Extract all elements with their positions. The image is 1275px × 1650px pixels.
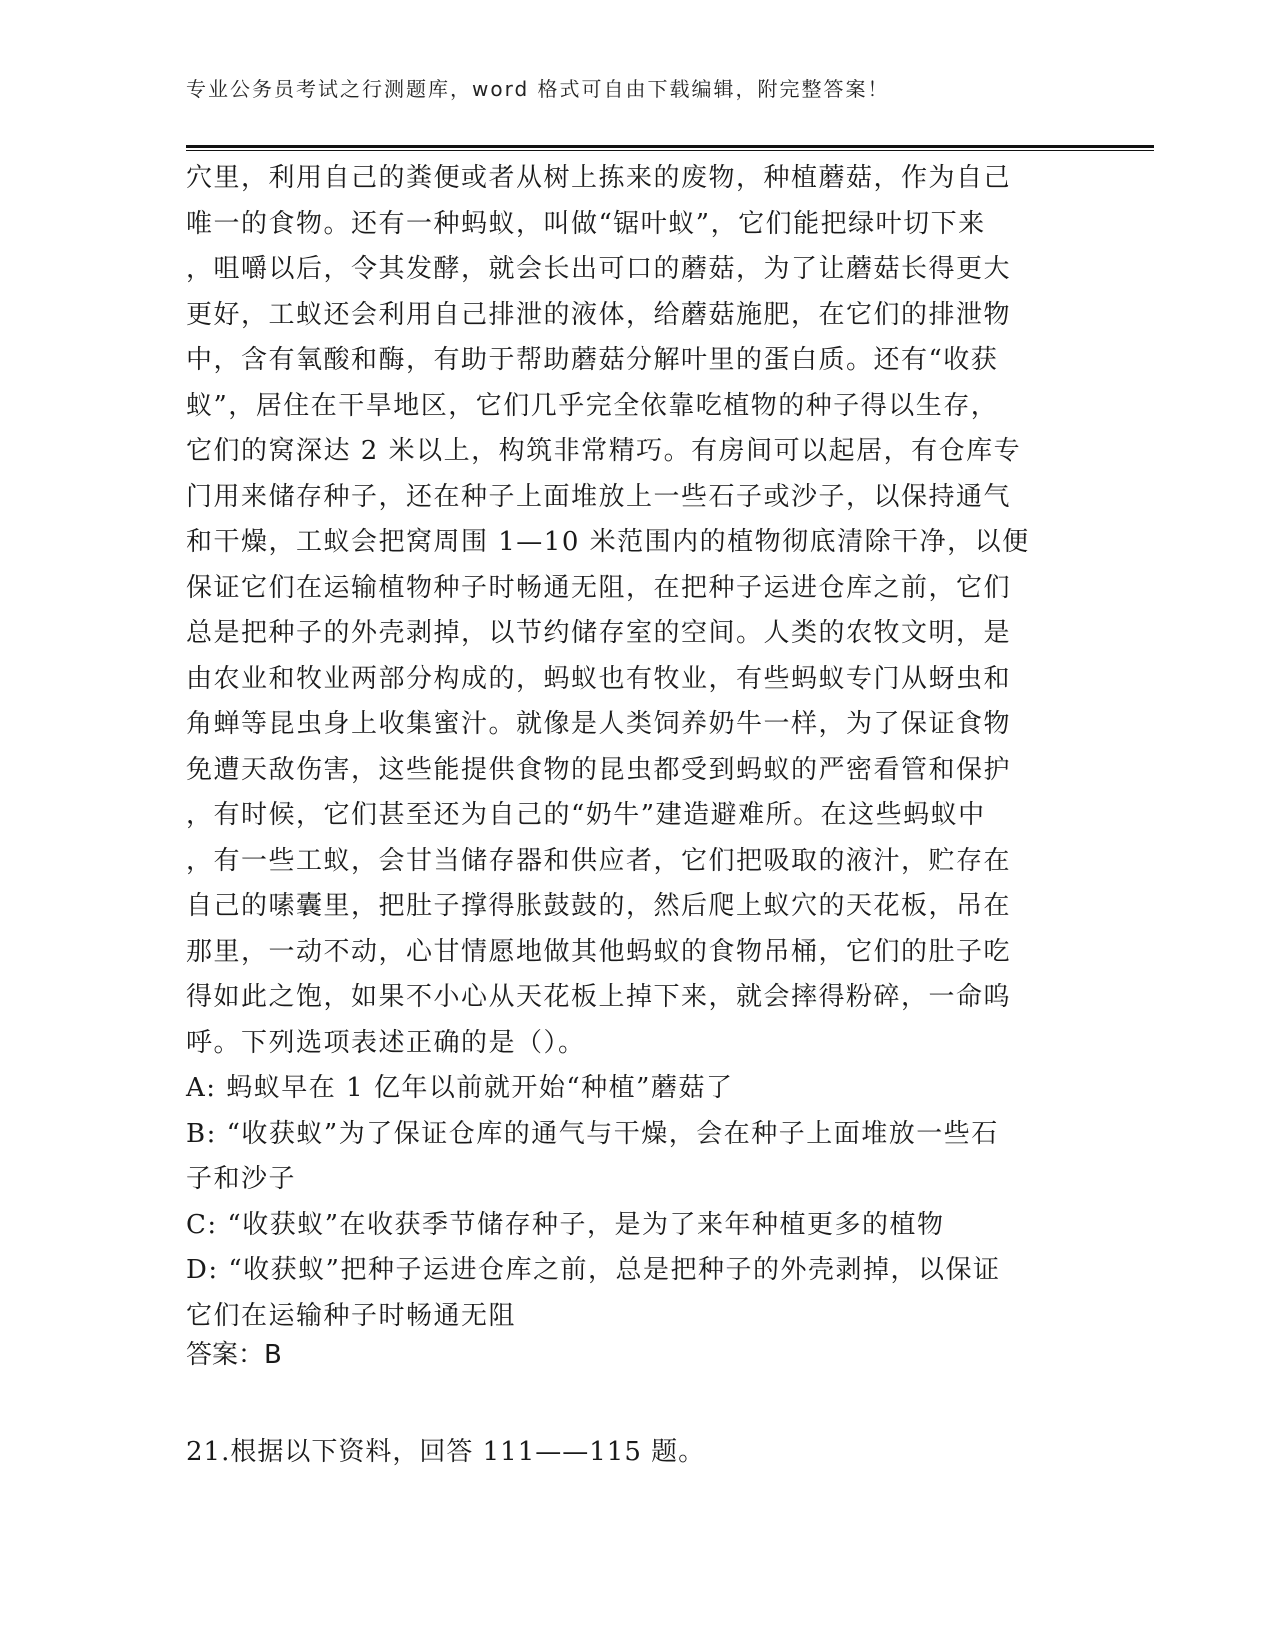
header-rule-thin [186, 150, 1154, 151]
option-b [186, 1112, 1076, 1203]
passage-line: 蚁”，居住在干旱地区，它们几乎完全依靠吃植物的种子得以生存， [186, 390, 999, 421]
header-rule-thick [186, 145, 1154, 148]
question-prompt: 呼。下列选项表述正确的是（）。 [186, 1027, 586, 1058]
option-d-line: D: “收获蚁”把种子运进仓库之前，总是把种子的外壳剥掉，以保证 [186, 1255, 1001, 1285]
answer-line: 答案：B [186, 1340, 282, 1370]
passage-line: ，有时候，它们甚至还为自己的“奶牛”建造避难所。在这些蚂蚁中 [186, 800, 986, 830]
option-d [186, 1248, 1076, 1339]
passage-line: 唯一的食物。还有一种蚂蚁，叫做“锯叶蚁”，它们能把绿叶切下来 [186, 208, 986, 239]
passage-line: 保证它们在运输植物种子时畅通无阻，在把种子运进仓库之前，它们 [186, 572, 1012, 603]
option-d-line: 它们在运输种子时畅通无阻 [186, 1300, 517, 1331]
passage-line: 自己的嗉囊里，把肚子撑得胀鼓鼓的，然后爬上蚁穴的天花板，吊在 [186, 891, 1012, 921]
passage-line: 它们的窝深达 2 米以上，构筑非常精巧。有房间可以起居，有仓库专 [186, 436, 1022, 466]
passage-line: 门用来储存种子，还在种子上面堆放上一些石子或沙子，以保持通气 [186, 481, 1012, 512]
passage-line: 中，含有氧酸和酶，有助于帮助蘑菇分解叶里的蛋白质。还有“收获 [186, 345, 999, 375]
passage-line: 由农业和牧业两部分构成的，蚂蚁也有牧业，有些蚂蚁专门从蚜虫和 [186, 663, 1012, 694]
option-b-line: 子和沙子 [186, 1164, 297, 1194]
option-a-line: A: 蚂蚁早在 1 亿年以前就开始“种植”蘑菇了 [186, 1073, 734, 1103]
option-a [186, 1066, 1076, 1112]
passage-line: 总是把种子的外壳剥掉，以节约储存室的空间。人类的农牧文明，是 [186, 618, 1012, 648]
passage-line: 和干燥，工蚁会把窝周围 1—10 米范围内的植物彻底清除干净，以便 [186, 527, 1030, 557]
passage-line: 那里，一动不动，心甘情愿地做其他蚂蚁的食物吊桶，它们的肚子吃 [186, 936, 1012, 967]
passage-line: 得如此之饱，如果不小心从天花板上掉下来，就会摔得粉碎，一命呜 [186, 982, 1012, 1012]
option-b-line: B: “收获蚁”为了保证仓库的通气与干燥，会在种子上面堆放一些石 [186, 1118, 999, 1149]
passage [186, 156, 1076, 1066]
passage-line: ，咀嚼以后，令其发酵，就会长出可口的蘑菇，为了让蘑菇长得更大 [186, 254, 1012, 284]
option-c [186, 1203, 1076, 1249]
passage-line: 角蝉等昆虫身上收集蜜汁。就像是人类饲养奶牛一样，为了保证食物 [186, 709, 1012, 739]
page-header: 专业公务员考试之行测题库，word 格式可自由下载编辑，附完整答案！ [186, 77, 890, 101]
question-body [186, 156, 1076, 1339]
passage-line: ，有一些工蚁，会甘当储存器和供应者，它们把吸取的液汁，贮存在 [186, 845, 1012, 876]
passage-line: 更好，工蚁还会利用自己排泄的液体，给蘑菇施肥，在它们的排泄物 [186, 299, 1012, 330]
passage-line: 穴里，利用自己的粪便或者从树上拣来的废物，种植蘑菇，作为自己 [186, 163, 1012, 193]
option-c-line: C: “收获蚁”在收获季节储存种子，是为了来年种植更多的植物 [186, 1209, 945, 1240]
passage-line: 免遭天敌伤害，这些能提供食物的昆虫都受到蚂蚁的严密看管和保护 [186, 754, 1012, 785]
next-question-heading: 21.根据以下资料，回答 111——115 题。 [186, 1437, 706, 1467]
